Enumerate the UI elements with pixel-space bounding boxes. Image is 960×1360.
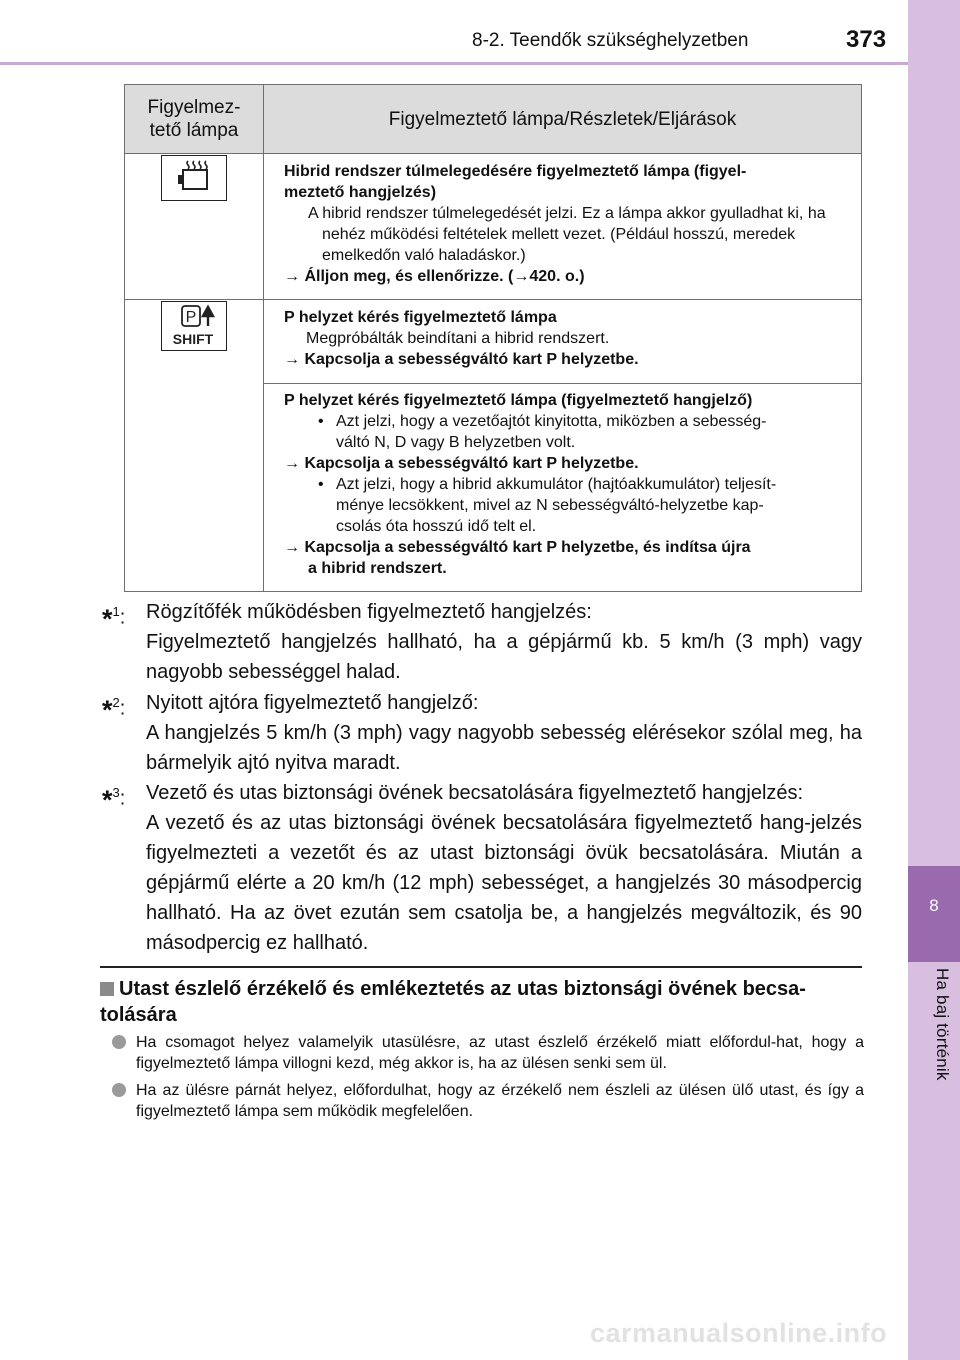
footnote-text: Figyelmeztető hangjelzés hallható, ha a gépjármű kb. 5 km/h (3 mph) vagy nagyobb sebességgel halad. (146, 631, 862, 683)
p-request-buzzer-action-1: → Kapcsolja a sebességváltó kart P helyzetbe. (284, 455, 639, 472)
p-request-buzzer-action-2: → Kapcsolja a sebességváltó kart P helyzetbe, és indítsa újra a hibrid rendszert. (284, 539, 751, 577)
p-shift-icon (161, 301, 227, 351)
footnote-title: Rögzítőfék működésben figyelmeztető hangjelzés: (146, 601, 592, 623)
warning-light-table (124, 84, 862, 592)
p-request-buzzer-title: P helyzet kérés figyelmeztető lámpa (figyelmeztető hangjelző) (284, 392, 753, 409)
footnote-3: *$^3$: Vezető és utas biztonsági övének becsatolására figyelmeztető hangjelzés: A vezető és az utas biztonsági övének becsatolására figyelmeztető hang-jelzés figyelmezteti a vezetőt és az utast biztonsági övük becsatolására. Miután a gépjármű elérte a 20 km/h (12 mph) sebességet, a hangjelzés 30 másodpercig hallható. Ha az övet ezután sem csatolja be, a hangjelzés megváltozik, és 90 másodpercig ez hallható. (102, 778, 862, 958)
hybrid-overheat-details (264, 154, 862, 300)
section-title: 8-2. Teendők szükséghelyzetben (472, 30, 749, 51)
p-request-buzzer-details (264, 384, 862, 592)
p-request-desc: Megpróbálták beindítani a hibrid rendszert. (306, 330, 610, 347)
watermark: carmanualsonline.info (590, 1318, 888, 1348)
hybrid-overheat-action: → Álljon meg, és ellenőrizze. (→420. o.) (284, 268, 585, 285)
icon-cell (125, 300, 264, 592)
footnote-2: *$^2$: Nyitott ajtóra figyelmeztető hangjelző: A hangjelzés 5 km/h (3 mph) vagy nagyobb sebesség elérésekor szólal meg, ha bármelyik ajtó nyitva maradt. (102, 688, 862, 778)
note-item-1: Ha csomagot helyez valamelyik utasülésre, az utast észlelő érzékelő miatt előfordul-hat, hogy a figyelmeztető lámpa villogni kezd, még akkor is, ha az ülésen senki sem ül. (112, 1032, 864, 1074)
p-request-details (264, 300, 862, 384)
column-header-light: Figyelmez- tető lámpa (125, 85, 264, 154)
footnote-title: Nyitott ajtóra figyelmeztető hangjelző: (146, 692, 479, 714)
table-row-hybrid-overheat (125, 154, 862, 300)
page-number: 373 (846, 26, 887, 53)
section-heading: Utast észlelő érzékelő és emlékeztetés az utas biztonsági övének becsa- tolására (100, 978, 806, 1026)
p-request-action: → Kapcsolja a sebességváltó kart P helyzetbe. (284, 351, 639, 368)
header-rule (0, 62, 908, 65)
hybrid-overheat-desc: A hibrid rendszer túlmelegedését jelzi. Ez a lámpa akkor gyulladhat ki, ha nehéz működési feltételek mellett vezet. (Például hosszú, meredek emelkedőn való haladáskor.) (308, 205, 826, 264)
footnote-1: *$^1$: Rögzítőfék működésben figyelmeztető hangjelzés: Figyelmeztető hangjelzés hallható, ha a gépjármű kb. 5 km/h (3 mph) vagy nagyobb sebességgel halad. (102, 597, 862, 687)
circle-bullet-icon (112, 1035, 126, 1049)
chapter-number: 8 (929, 896, 939, 915)
list-item: • Azt jelzi, hogy a vezetőajtót kinyitotta, miközben a sebesség- váltó N, D vagy B helyzetben volt. (318, 413, 767, 451)
hybrid-overheat-icon (161, 155, 227, 201)
icon-cell (125, 154, 264, 300)
column-header-details: Figyelmeztető lámpa/Részletek/Eljárások (264, 85, 862, 154)
table-header-row (125, 85, 862, 154)
hybrid-overheat-title: Hibrid rendszer túlmelegedésére figyelmeztető lámpa (figyel- meztető hangjelzés) (284, 163, 747, 201)
circle-bullet-icon (112, 1083, 126, 1097)
footnote-text: A vezető és az utas biztonsági övének becsatolására figyelmeztető hang-jelzés figyelmezteti a vezetőt és az utast biztonsági övük becsatolására. Miután a gépjármű elérte a 20 km/h (12 mph) sebességet, a hangjelzés 30 másodpercig hallható. Ha az övet ezután sem csatolja be, a hangjelzés megváltozik, és 90 másodpercig ez hallható. (146, 812, 862, 954)
p-request-title: P helyzet kérés figyelmeztető lámpa (284, 309, 557, 326)
table-row-p-request-a (125, 300, 862, 384)
footnote-title: Vezető és utas biztonsági övének becsatolására figyelmeztető hangjelzés: (146, 782, 804, 804)
footnote-text: A hangjelzés 5 km/h (3 mph) vagy nagyobb sebesség elérésekor szólal meg, ha bármelyik ajtó nyitva maradt. (146, 722, 862, 774)
square-bullet-icon (100, 982, 114, 996)
p-glyph: P (185, 309, 197, 326)
list-item: • Azt jelzi, hogy a hibrid akkumulátor (hajtóakkumulátor) teljesít- ménye lecsökkent, mivel az N sebességváltó-helyzetbe kap- csolás óta hosszú idő telt el. (318, 476, 777, 535)
note-item-2: Ha az ülésre párnát helyez, előfordulhat, hogy az érzékelő nem észleli az ülésen ülő utast, és így a figyelmeztető lámpa sem működik megfelelően. (112, 1080, 864, 1122)
section-divider (100, 966, 862, 968)
shift-glyph: SHIFT (172, 331, 214, 347)
chapter-title: Ha baj történik (933, 968, 952, 1081)
